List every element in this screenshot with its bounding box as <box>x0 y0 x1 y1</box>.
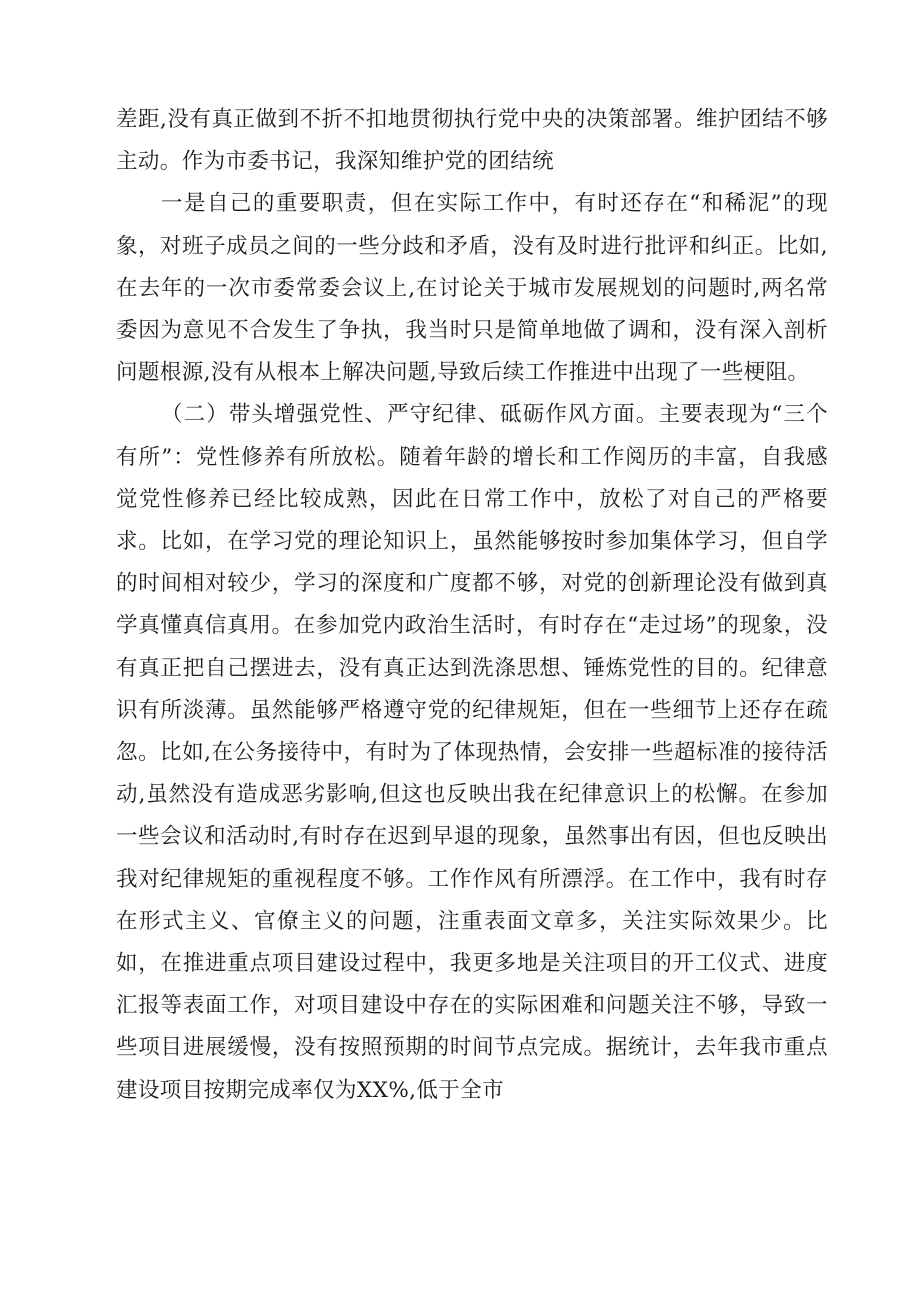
paragraph-2: 一是自己的重要职责，但在实际工作中，有时还存在“和稀泥”的现象，对班子成员之间的一些分歧和矛盾，没有及时进行批评和纠正。比如,在去年的一次市委常委会议上,在讨论关于城市发展规划的问题时,两名常委因为意见不合发生了争执，我当时只是简单地做了调和，没有深入剖析问题根源,没有从根本上解决问题,导致后续工作推进中出现了一些梗阻。 <box>116 191 828 386</box>
paragraph-1: 差距,没有真正做到不折不扣地贯彻执行党中央的决策部署。维护团结不够主动。作为市委书记，我深知维护党的团结统 <box>116 107 828 175</box>
paragraph-3: （二）带头增强党性、严守纪律、砥砺作风方面。主要表现为“三个有所”：党性修养有所放松。随着年龄的增长和工作阅历的丰富，自我感觉党性修养已经比较成熟，因此在日常工作中，放松了对自己的严格要求。比如，在学习党的理论知识上，虽然能够按时参加集体学习，但自学的时间相对较少，学习的深度和广度都不够，对党的创新理论没有做到真学真懂真信真用。在参加党内政治生活时，有时存在“走过场”的现象，没有真正把自己摆进去，没有真正达到洗涤思想、锤炼党性的目的。纪律意识有所淡薄。虽然能够严格遵守党的纪律规矩，但在一些细节上还存在疏忽。比如,在公务接待中，有时为了体现热情，会安排一些超标准的接待活动,虽然没有造成恶劣影响,但这也反映出我在纪律意识上的松懈。在参加一些会议和活动时,有时存在迟到早退的现象，虽然事出有因，但也反映出我对纪律规矩的重视程度不够。工作作风有所漂浮。在工作中，我有时存在形式主义、官僚主义的问题，注重表面文章多，关注实际效果少。比如，在推进重点项目建设过程中，我更多地是关注项目的开工仪式、进度汇报等表面工作，对项目建设中存在的实际困难和问题关注不够，导致一些项目进展缓慢，没有按照预期的时间节点完成。据统计，去年我市重点建设项目按期完成率仅为XX%,低于全市 <box>116 402 828 1103</box>
document-body <box>116 99 828 1112</box>
